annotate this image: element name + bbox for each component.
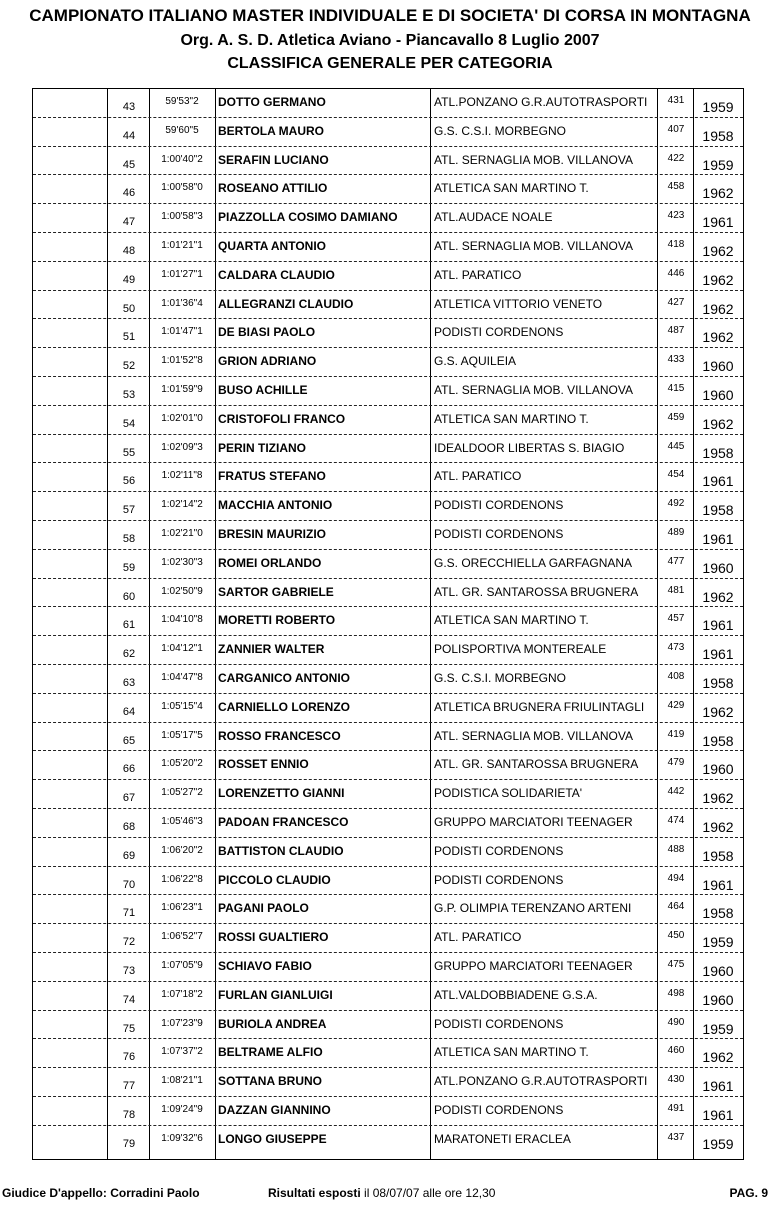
table-row — [33, 809, 743, 838]
birth-year-cell: 1961 — [702, 214, 734, 231]
table-row — [33, 319, 743, 348]
club-cell: ATL.VALDOBBIADENE G.S.A. — [434, 987, 598, 1002]
time-cell: 1:05'20"2 — [161, 758, 203, 770]
time-cell: 1:06'22"8 — [161, 873, 203, 885]
birth-year-cell: 1958 — [702, 675, 734, 691]
position-cell: 78 — [122, 1109, 136, 1121]
birth-year-cell: 1962 — [702, 588, 734, 605]
athlete-name-cell: PAGANI PAOLO — [218, 901, 309, 916]
position-cell: 73 — [122, 965, 136, 977]
table-row — [33, 1068, 743, 1097]
club-cell: ATL.AUDACE NOALE — [434, 210, 553, 225]
club-cell: ATLETICA SAN MARTINO T. — [434, 181, 589, 196]
club-cell: GRUPPO MARCIATORI TEENAGER — [434, 959, 633, 973]
athlete-name-cell: SARTOR GABRIELE — [218, 584, 334, 599]
bib-number-cell: 479 — [667, 757, 685, 769]
birth-year-cell: 1958 — [702, 847, 734, 864]
time-cell: 1:05'46"3 — [161, 816, 203, 827]
birth-year-cell: 1961 — [702, 473, 734, 490]
club-cell: PODISTI CORDENONS — [434, 1016, 564, 1031]
appeal-judge: Giudice D'appello: Corradini Paolo — [2, 1186, 200, 1200]
time-cell: 1:07'23"9 — [161, 1017, 203, 1029]
time-cell: 1:01'47"1 — [161, 326, 203, 338]
time-cell: 1:08'21"1 — [161, 1075, 203, 1087]
athlete-name-cell: QUARTA ANTONIO — [218, 239, 326, 253]
club-cell: G.S. ORECCHIELLA GARFAGNANA — [434, 555, 633, 570]
position-cell: 50 — [122, 302, 136, 315]
time-cell: 1:00'40"2 — [161, 153, 203, 165]
position-cell: 79 — [122, 1137, 136, 1150]
club-cell: ATL.PONZANO G.R.AUTOTRASPORTI — [434, 1074, 648, 1089]
club-cell: ATLETICA SAN MARTINO T. — [434, 411, 589, 426]
bib-number-cell: 474 — [667, 815, 685, 826]
time-cell: 1:02'50"9 — [161, 585, 203, 597]
time-cell: 1:06'23"1 — [161, 902, 203, 914]
birth-year-cell: 1959 — [702, 934, 734, 951]
bib-number-cell: 464 — [667, 901, 685, 913]
table-row — [33, 723, 743, 752]
birth-year-cell: 1958 — [702, 502, 734, 519]
athlete-name-cell: SOTTANA BRUNO — [218, 1074, 322, 1089]
time-cell: 59'60"5 — [165, 124, 199, 136]
athlete-name-cell: DOTTO GERMANO — [218, 95, 326, 109]
position-cell: 70 — [122, 878, 136, 891]
bib-number-cell: 442 — [667, 786, 685, 798]
table-row — [33, 175, 743, 204]
club-cell: PODISTI CORDENONS — [434, 527, 564, 541]
position-cell: 46 — [122, 187, 136, 200]
athlete-name-cell: GRION ADRIANO — [218, 354, 317, 369]
table-row — [33, 463, 743, 492]
table-row — [33, 204, 743, 233]
athlete-name-cell: CARGANICO ANTONIO — [218, 671, 350, 685]
athlete-name-cell: FURLAN GIANLUIGI — [218, 987, 333, 1002]
club-cell: ATL. SERNAGLIA MOB. VILLANOVA — [434, 728, 633, 743]
club-cell: PODISTI CORDENONS — [434, 498, 564, 513]
time-cell: 1:02'30"3 — [161, 556, 203, 568]
bib-number-cell: 481 — [667, 584, 685, 596]
birth-year-cell: 1961 — [702, 617, 734, 634]
birth-year-cell: 1961 — [702, 876, 734, 893]
time-cell: 1:04'12"1 — [161, 643, 203, 655]
results-posted — [268, 1186, 495, 1200]
table-row — [33, 291, 743, 320]
results-posted-date: il 08/07/07 alle ore 12,30 — [360, 1186, 496, 1200]
athlete-name-cell: LONGO GIUSEPPE — [218, 1131, 327, 1146]
club-cell: POLISPORTIVA MONTEREALE — [434, 642, 607, 657]
time-cell: 1:07'18"2 — [161, 988, 203, 1000]
bib-number-cell: 408 — [667, 671, 685, 682]
birth-year-cell: 1961 — [702, 1078, 734, 1095]
bib-number-cell: 460 — [667, 1045, 685, 1057]
table-row — [33, 233, 743, 262]
position-cell: 44 — [122, 129, 136, 142]
table-row — [33, 982, 743, 1011]
bib-number-cell: 427 — [667, 296, 685, 308]
club-cell: G.S. C.S.I. MORBEGNO — [434, 123, 567, 138]
club-cell: ATL. GR. SANTAROSSA BRUGNERA — [434, 757, 639, 772]
club-cell: ATLETICA SAN MARTINO T. — [434, 1045, 589, 1060]
club-cell: G.S. C.S.I. MORBEGNO — [434, 671, 567, 685]
position-cell: 66 — [122, 763, 136, 776]
time-cell: 1:00'58"0 — [161, 182, 203, 194]
athlete-name-cell: ROMEI ORLANDO — [218, 555, 322, 570]
bib-number-cell: 488 — [667, 843, 685, 855]
birth-year-cell: 1960 — [702, 559, 734, 576]
table-row — [33, 1011, 743, 1040]
birth-year-cell: 1959 — [702, 156, 734, 173]
position-cell: 57 — [122, 504, 136, 517]
athlete-name-cell: SCHIAVO FABIO — [218, 959, 312, 973]
results-table — [32, 88, 744, 1160]
bib-number-cell: 430 — [667, 1074, 685, 1086]
time-cell: 1:05'15"4 — [161, 700, 203, 712]
table-row — [33, 867, 743, 896]
birth-year-cell: 1961 — [702, 531, 734, 547]
birth-year-cell: 1958 — [702, 905, 734, 922]
table-row — [33, 521, 743, 550]
athlete-name-cell: CALDARA CLAUDIO — [218, 267, 335, 282]
bib-number-cell: 437 — [667, 1131, 685, 1143]
position-cell: 77 — [122, 1080, 136, 1093]
birth-year-cell: 1962 — [702, 300, 734, 317]
table-row — [33, 406, 743, 435]
time-cell: 1:02'01"0 — [161, 412, 203, 424]
bib-number-cell: 492 — [667, 498, 685, 510]
athlete-name-cell: PERIN TIZIANO — [218, 440, 307, 455]
position-cell: 74 — [122, 993, 136, 1006]
table-row — [33, 838, 743, 867]
ranking-title: CLASSIFICA GENERALE PER CATEGORIA — [227, 55, 553, 72]
club-cell: PODISTI CORDENONS — [434, 843, 564, 858]
position-cell: 45 — [122, 158, 136, 171]
bib-number-cell: 490 — [667, 1016, 685, 1028]
club-cell: ATL. SERNAGLIA MOB. VILLANOVA — [434, 383, 633, 397]
club-cell: ATL. GR. SANTAROSSA BRUGNERA — [434, 584, 639, 599]
athlete-name-cell: MACCHIA ANTONIO — [218, 498, 333, 513]
table-row — [33, 1126, 743, 1155]
birth-year-cell: 1958 — [702, 732, 734, 749]
athlete-name-cell: BRESIN MAURIZIO — [218, 527, 326, 541]
athlete-name-cell: ROSSI GUALTIERO — [218, 930, 329, 945]
athlete-name-cell: BELTRAME ALFIO — [218, 1045, 323, 1060]
birth-year-cell: 1962 — [702, 243, 734, 259]
position-cell: 67 — [122, 792, 136, 805]
club-cell: PODISTI CORDENONS — [434, 325, 564, 340]
athlete-name-cell: BUSO ACHILLE — [218, 383, 308, 397]
table-row — [33, 1097, 743, 1126]
athlete-name-cell: ZANNIER WALTER — [218, 642, 325, 657]
position-cell: 61 — [122, 619, 136, 632]
time-cell: 1:05'27"2 — [161, 787, 203, 799]
time-cell: 1:01'36"4 — [161, 297, 203, 309]
table-row — [33, 579, 743, 608]
table-row — [33, 435, 743, 464]
athlete-name-cell: SERAFIN LUCIANO — [218, 152, 329, 167]
birth-year-cell: 1962 — [702, 790, 734, 807]
bib-number-cell: 489 — [667, 527, 685, 538]
athlete-name-cell: CRISTOFOLI FRANCO — [218, 411, 346, 426]
birth-year-cell: 1962 — [702, 703, 734, 720]
athlete-name-cell: PICCOLO CLAUDIO — [218, 872, 331, 887]
bib-number-cell: 459 — [667, 411, 685, 423]
bib-number-cell: 473 — [667, 642, 685, 654]
position-cell: 49 — [122, 273, 136, 286]
bib-number-cell: 498 — [667, 987, 685, 999]
bib-number-cell: 475 — [667, 959, 685, 970]
birth-year-cell: 1961 — [702, 1107, 734, 1123]
club-cell: G.P. OLIMPIA TERENZANO ARTENI — [434, 901, 632, 916]
document-title: CAMPIONATO ITALIANO MASTER INDIVIDUALE E DI SOCIETA' DI CORSA IN MONTAGNA — [29, 6, 751, 25]
time-cell: 1:06'20"2 — [161, 844, 203, 856]
club-cell: PODISTI CORDENONS — [434, 872, 564, 887]
position-cell: 71 — [122, 907, 136, 920]
birth-year-cell: 1959 — [702, 1020, 734, 1037]
bib-number-cell: 445 — [667, 440, 685, 452]
table-row — [33, 89, 743, 118]
athlete-name-cell: PADOAN FRANCESCO — [218, 815, 349, 829]
bib-number-cell: 450 — [667, 930, 685, 942]
club-cell: ATL. PARATICO — [434, 930, 522, 945]
position-cell: 55 — [122, 446, 136, 459]
position-cell: 65 — [122, 734, 136, 747]
athlete-name-cell: PIAZZOLLA COSIMO DAMIANO — [218, 210, 398, 225]
table-row — [33, 607, 743, 636]
bib-number-cell: 457 — [667, 613, 685, 625]
position-cell: 68 — [122, 821, 136, 833]
club-cell: ATL.PONZANO G.R.AUTOTRASPORTI — [434, 95, 648, 109]
bib-number-cell: 431 — [667, 95, 685, 106]
athlete-name-cell: DE BIASI PAOLO — [218, 325, 316, 340]
bib-number-cell: 433 — [667, 354, 685, 366]
table-row — [33, 924, 743, 953]
table-row — [33, 147, 743, 176]
birth-year-cell: 1959 — [702, 99, 734, 115]
bib-number-cell: 458 — [667, 181, 685, 193]
athlete-name-cell: LORENZETTO GIANNI — [218, 786, 345, 801]
position-cell: 63 — [122, 677, 136, 689]
bib-number-cell: 454 — [667, 469, 685, 481]
table-row — [33, 262, 743, 291]
athlete-name-cell: ROSSO FRANCESCO — [218, 728, 341, 743]
bib-number-cell: 422 — [667, 152, 685, 164]
birth-year-cell: 1960 — [702, 358, 734, 375]
club-cell: PODISTICA SOLIDARIETA' — [434, 786, 583, 801]
table-row — [33, 751, 743, 780]
time-cell: 1:02'09"3 — [161, 441, 203, 453]
position-cell: 60 — [122, 590, 136, 603]
position-cell: 75 — [122, 1022, 136, 1035]
birth-year-cell: 1960 — [702, 991, 734, 1008]
birth-year-cell: 1958 — [702, 127, 734, 144]
position-cell: 58 — [122, 533, 136, 545]
bib-number-cell: 487 — [667, 325, 685, 337]
page-number: PAG. 9 — [729, 1186, 768, 1200]
table-row — [33, 492, 743, 521]
position-cell: 43 — [122, 101, 136, 113]
athlete-name-cell: CARNIELLO LORENZO — [218, 699, 350, 714]
club-cell: ATL. SERNAGLIA MOB. VILLANOVA — [434, 152, 633, 167]
table-row — [33, 780, 743, 809]
birth-year-cell: 1962 — [702, 271, 734, 288]
club-cell: GRUPPO MARCIATORI TEENAGER — [434, 815, 633, 829]
position-cell: 62 — [122, 648, 136, 661]
position-cell: 59 — [122, 561, 136, 574]
time-cell: 1:01'27"1 — [161, 268, 203, 280]
bib-number-cell: 423 — [667, 210, 685, 222]
time-cell: 1:01'21"1 — [161, 240, 203, 251]
club-cell: ATL. PARATICO — [434, 469, 522, 484]
time-cell: 1:02'14"2 — [161, 499, 203, 511]
birth-year-cell: 1962 — [702, 329, 734, 346]
time-cell: 1:09'32"6 — [161, 1132, 203, 1144]
bib-number-cell: 477 — [667, 555, 685, 567]
club-cell: PODISTI CORDENONS — [434, 1103, 564, 1117]
bib-number-cell: 418 — [667, 239, 685, 250]
position-cell: 56 — [122, 475, 136, 488]
time-cell: 1:00'58"3 — [161, 211, 203, 223]
club-cell: ATL. SERNAGLIA MOB. VILLANOVA — [434, 239, 633, 253]
athlete-name-cell: ROSEANO ATTILIO — [218, 181, 328, 196]
table-row — [33, 694, 743, 723]
athlete-name-cell: BATTISTON CLAUDIO — [218, 843, 344, 858]
table-row — [33, 348, 743, 377]
bib-number-cell: 407 — [667, 123, 685, 135]
athlete-name-cell: ALLEGRANZI CLAUDIO — [218, 296, 354, 311]
birth-year-cell: 1961 — [702, 646, 734, 663]
time-cell: 1:01'59"9 — [161, 384, 203, 395]
club-cell: G.S. AQUILEIA — [434, 354, 517, 369]
table-row — [33, 953, 743, 982]
club-cell: ATL. PARATICO — [434, 267, 522, 282]
time-cell: 1:07'37"2 — [161, 1046, 203, 1058]
position-cell: 48 — [122, 245, 136, 257]
position-cell: 76 — [122, 1051, 136, 1064]
time-cell: 1:09'24"9 — [161, 1104, 203, 1115]
time-cell: 1:07'05"9 — [161, 960, 203, 971]
time-cell: 1:04'47"8 — [161, 672, 203, 683]
table-row — [33, 377, 743, 406]
position-cell: 69 — [122, 849, 136, 862]
birth-year-cell: 1962 — [702, 415, 734, 432]
birth-year-cell: 1960 — [702, 963, 734, 979]
time-cell: 1:06'52"7 — [161, 931, 203, 943]
athlete-name-cell: FRATUS STEFANO — [218, 469, 326, 484]
position-cell: 53 — [122, 389, 136, 401]
birth-year-cell: 1960 — [702, 761, 734, 778]
table-row — [33, 118, 743, 147]
club-cell: ATLETICA SAN MARTINO T. — [434, 613, 589, 628]
club-cell: ATLETICA VITTORIO VENETO — [434, 296, 603, 311]
birth-year-cell: 1962 — [702, 1049, 734, 1066]
table-row — [33, 1039, 743, 1068]
position-cell: 47 — [122, 216, 136, 229]
table-row — [33, 665, 743, 694]
table-row — [33, 895, 743, 924]
bib-number-cell: 419 — [667, 728, 685, 740]
birth-year-cell: 1962 — [702, 185, 734, 202]
birth-year-cell: 1959 — [702, 1135, 734, 1152]
results-posted-prefix: Risultati esposti — [268, 1186, 361, 1200]
athlete-name-cell: DAZZAN GIANNINO — [218, 1103, 331, 1117]
time-cell: 1:02'11"8 — [161, 470, 203, 482]
table-row — [33, 550, 743, 579]
time-cell: 1:02'21"0 — [161, 528, 203, 539]
position-cell: 54 — [122, 417, 136, 430]
birth-year-cell: 1960 — [702, 387, 734, 403]
bib-number-cell: 429 — [667, 699, 685, 711]
birth-year-cell: 1962 — [702, 819, 734, 835]
bib-number-cell: 491 — [667, 1103, 685, 1114]
bib-number-cell: 446 — [667, 267, 685, 279]
event-subtitle: Org. A. S. D. Atletica Aviano - Piancavallo 8 Luglio 2007 — [180, 32, 600, 49]
bib-number-cell: 494 — [667, 872, 685, 884]
position-cell: 52 — [122, 360, 136, 373]
athlete-name-cell: BURIOLA ANDREA — [218, 1016, 327, 1031]
club-cell: ATLETICA BRUGNERA FRIULINTAGLI — [434, 699, 645, 714]
bib-number-cell: 415 — [667, 383, 685, 394]
position-cell: 51 — [122, 331, 136, 344]
athlete-name-cell: BERTOLA MAURO — [218, 123, 324, 138]
athlete-name-cell: MORETTI ROBERTO — [218, 613, 336, 628]
athlete-name-cell: ROSSET ENNIO — [218, 757, 309, 772]
time-cell: 1:05'17"5 — [161, 729, 203, 741]
birth-year-cell: 1958 — [702, 444, 734, 461]
table-row — [33, 636, 743, 665]
club-cell: IDEALDOOR LIBERTAS S. BIAGIO — [434, 440, 625, 455]
time-cell: 1:04'10"8 — [161, 614, 203, 626]
time-cell: 59'53"2 — [165, 96, 199, 107]
time-cell: 1:01'52"8 — [161, 355, 203, 367]
club-cell: MARATONETI ERACLEA — [434, 1131, 571, 1146]
position-cell: 72 — [122, 936, 136, 949]
position-cell: 64 — [122, 705, 136, 718]
